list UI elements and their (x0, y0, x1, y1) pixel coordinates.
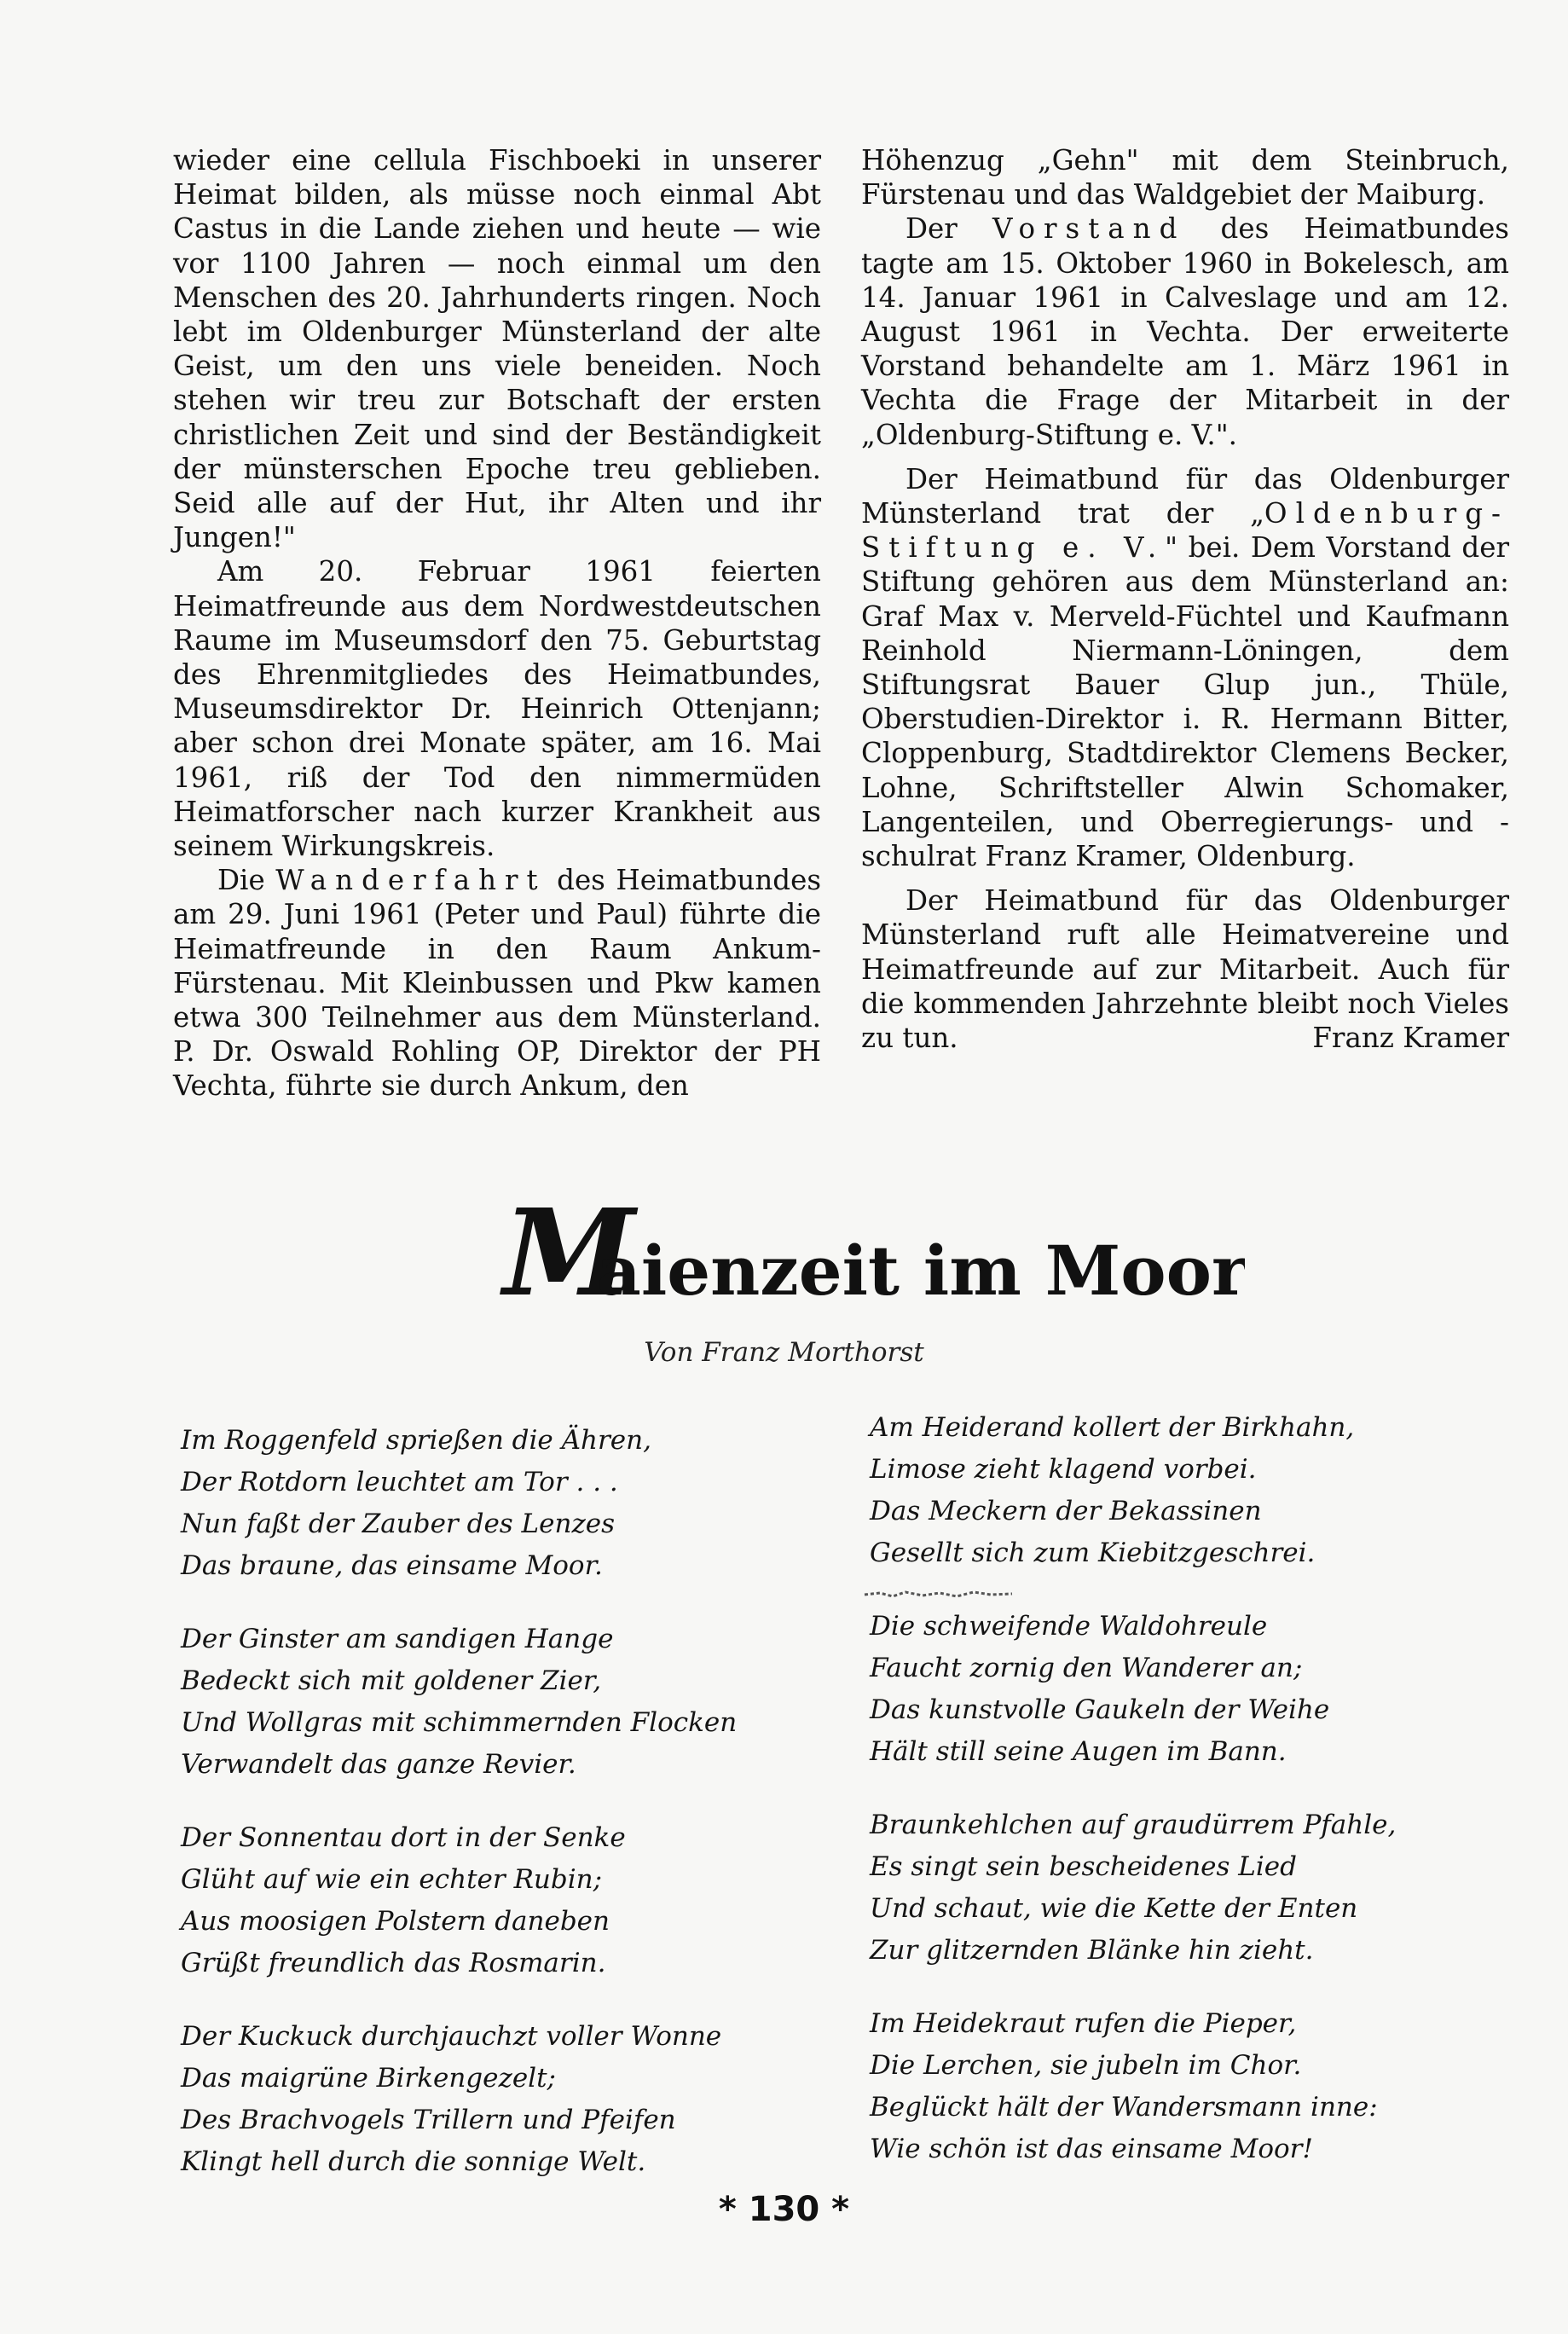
paragraph (861, 462, 1509, 873)
text-run: Die (217, 864, 276, 897)
poem-line: Das kunstvolle Gaukeln der Weihe (870, 1694, 1330, 1725)
poem-line: Wie schön ist das einsame Moor! (870, 2134, 1313, 2164)
poem-line: Hält still seine Augen im Bann. (870, 1736, 1287, 1767)
poem-line: Das Meckern der Bekassinen (870, 1496, 1262, 1526)
poem-stanza (181, 1619, 846, 1786)
poem-line: Im Heidekraut rufen die Pieper, (870, 2008, 1297, 2039)
poem-stanza (870, 2003, 1484, 2170)
text-run: " bei. Dem Vorstand der Stiftung gehören aus dem Münsterland an: Graf Max v. Merveld-Füchtel und Kaufmann Reinhold Niermann-Löningen, dem Stiftungsrat Bauer Glup jun., Thüle, Oberstudien-Direktor i. R. Hermann Bitter, Cloppenburg, Stadtdirektor Clemens Becker, Lohne, Schriftsteller Alwin Schomaker, Langenteilen, und Oberregierungs- und -schulrat Franz Kramer, Oldenburg. (861, 531, 1509, 873)
poem-stanza (181, 1817, 846, 1984)
paragraph: Am 20. Februar 1961 feierten Heimatfreunde aus dem Nordwestdeutschen Raume im Museumsdorf den 75. Geburtstag des Ehrenmitgliedes des Heimatbundes, Museumsdirektor Dr. Heinrich Ottenjann; aber schon drei Monate später, am 16. Mai 1961, riß der Tod den nimmermüden Heimatforscher nach kurzer Krankheit aus seinem Wirkungskreis. (173, 555, 821, 863)
poem-line: Beglückt hält der Wandersmann inne: (870, 2092, 1378, 2123)
paragraph: Höhenzug „Gehn" mit dem Steinbruch, Fürstenau und das Waldgebiet der Maiburg. (861, 144, 1509, 211)
poem-line: Und Wollgras mit schimmernden Flocken (181, 1707, 738, 1738)
spaced-emphasis: Oldenburg-Stiftung e. V. (861, 497, 1509, 565)
poem-line: Gesellt sich zum Kiebitzgeschrei. (870, 1538, 1316, 1568)
text-run: Der Heimatbund für das Oldenburger Münsterland trat der „ (861, 462, 1509, 530)
poem-column-left (181, 1420, 846, 2215)
poem-line: Die Lerchen, sie jubeln im Chor. (870, 2050, 1302, 2081)
poem-line: Faucht zornig den Wanderer an; (870, 1653, 1303, 1683)
paragraph (861, 211, 1509, 451)
text-run: des Heimatbundes tagte am 15. Oktober 1960 in Bokelesch, am 14. Januar 1961 in Calveslage und am 12. August 1961 in Vechta. Der erweiterte Vorstand behandelte am 1. März 1961 in Vechta die Frage der Mitarbeit in der „Oldenburg-Stiftung e. V.". (861, 212, 1509, 451)
title-initial: M (503, 1184, 635, 1323)
poem-line: Der Sonnentau dort in der Senke (181, 1822, 626, 1853)
poem-title-graphic (477, 1184, 1245, 1337)
poem-column-right (870, 1407, 1484, 2202)
poem-title (477, 1184, 1245, 1337)
poem-line: Der Kuckuck durchjauchzt voller Wonne (181, 2021, 722, 2052)
title-rest: aienzeit im Moor (597, 1231, 1245, 1311)
spaced-emphasis: Wanderfahrt (275, 864, 547, 897)
text-run: des Heimatbundes am 29. Juni 1961 (Peter und Paul) führte die Heimatfreunde in den Raum Ankum-Fürstenau. Mit Kleinbussen und Pkw kamen etwa 300 Teilnehmer aus dem Münsterland. P. Dr. Oswald Rohling OP, Direktor der PH Vechta, führte sie durch Ankum, den (173, 864, 821, 1103)
text-run: Der Heimatbund für das Oldenburger Münsterland ruft alle Heimatvereine und Heimatfreunde auf zur Mitarbeit. Auch für die kommenden Jahrzehnte bleibt noch Vieles zu tun. (861, 884, 1509, 1055)
poem-line: Das maigrüne Birkengezelt; (181, 2063, 556, 2094)
article-signature: Franz Kramer (1312, 1022, 1509, 1055)
paragraph (173, 863, 821, 1103)
poem-stanza (181, 2016, 846, 2183)
poem-line: Aus moosigen Polstern daneben (181, 1906, 610, 1937)
poem-line: Klingt hell durch die sonnige Welt. (181, 2146, 646, 2177)
poem-line: Zur glitzernden Blänke hin zieht. (870, 1935, 1314, 1966)
poem-line: Braunkehlchen auf graudürrem Pfahle, (870, 1810, 1397, 1840)
poem-byline: Von Franz Morthorst (644, 1337, 924, 1368)
poem-line: Limose zieht klagend vorbei. (870, 1454, 1257, 1485)
paragraph (861, 883, 1509, 1055)
article-column-right (861, 143, 1509, 1055)
poem-line: Verwandelt das ganze Revier. (181, 1749, 576, 1780)
ink-smudge (863, 1586, 1016, 1601)
poem-line: Bedeckt sich mit goldener Zier, (181, 1665, 602, 1696)
poem-line: Es singt sein bescheidenes Lied (870, 1851, 1297, 1882)
page-number: * 130 * (718, 2190, 850, 2229)
poem-line: Der Ginster am sandigen Hange (181, 1624, 614, 1654)
poem-line: Am Heiderand kollert der Birkhahn, (870, 1412, 1355, 1443)
article-column-left (173, 143, 821, 1103)
poem-line: Nun faßt der Zauber des Lenzes (181, 1509, 616, 1539)
poem-line: Und schaut, wie die Kette der Enten (870, 1893, 1358, 1924)
spaced-emphasis: Vorstand (992, 212, 1186, 246)
poem-line: Die schweifende Waldohreule (870, 1611, 1268, 1642)
poem-line: Das braune, das einsame Moor. (181, 1550, 603, 1581)
poem-line: Des Brachvogels Trillern und Pfeifen (181, 2105, 676, 2135)
text-run: Der (906, 212, 992, 246)
poem-stanza (870, 1606, 1484, 1773)
poem-line: Der Rotdorn leuchtet am Tor . . . (181, 1467, 618, 1497)
poem-line: Im Roggenfeld sprießen die Ähren, (181, 1425, 651, 1456)
poem-line: Grüßt freundlich das Rosmarin. (181, 1948, 606, 1978)
poem-stanza (181, 1420, 846, 1587)
paragraph: wieder eine cellula Fischboeki in unserer Heimat bilden, als müsse noch einmal Abt Castus in die Lande ziehen und heute — wie vor 1100 Jahren — noch einmal um den Menschen des 20. Jahrhunderts ringen. Noch lebt im Oldenburger Münsterland der alte Geist, um den uns viele beneiden. Noch stehen wir treu zur Botschaft der ersten christlichen Zeit und sind der Beständigkeit der münsterschen Epoche treu geblieben. Seid alle auf der Hut, ihr Alten und ihr Jungen!" (173, 144, 821, 554)
poem-stanza (870, 1407, 1484, 1574)
poem-line: Glüht auf wie ein echter Rubin; (181, 1864, 603, 1895)
poem-stanza (870, 1804, 1484, 1972)
